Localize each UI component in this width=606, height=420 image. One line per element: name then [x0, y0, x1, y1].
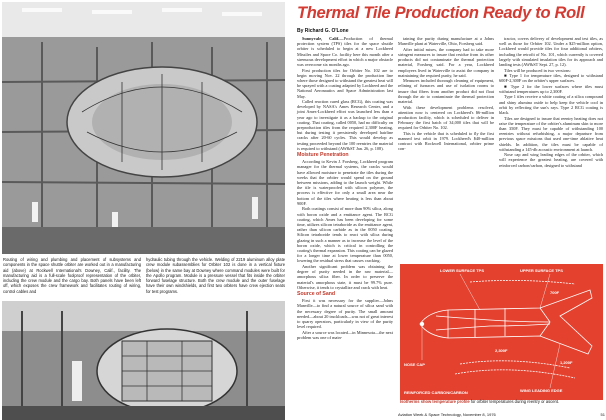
article-column-1: [297, 36, 393, 340]
article-column-2: [398, 36, 494, 152]
publication-line: Aviation Week & Space Technology, November 8, 1976: [398, 412, 496, 417]
diagram-label: LOWER SURFACE TPS: [440, 268, 485, 273]
diagram-label: 700F: [550, 290, 560, 295]
paragraph: Both coatings consist of more than 90% silica, along with boron oxide and a emittance agent. The RCG coating, which Ames has been developing for some time, utilizes silicon tetraboride as the emittance agent, rather than silicon carbide as in the 0050 coating. Silicon tetraboride tends to react with silica during glazing in such a manner as to increase the level of the boron oxide, which is critical in controlling the coating's thermal expansion. This coating can be glazed for a longer time at lower temperature than 0050, lowering the residual stress that causes cracking.: [297, 206, 393, 264]
paragraph: Another significant problem was obtaining the degree of purity needed in the raw material—amorphous silica fiber. In order to preserve the material's amorphous state, it must be 99.7% pure. Otherwise, it tends to crystallize and crack with heat.: [297, 263, 393, 290]
paragraph: First it was necessary for the supplier—Johns Manville—to find a natural source of silica sand with the necessary degree of purity. The small amount needed—about 20 truckloads—was not of great interest to quarry operators, particularly in view of the purity level required.: [297, 298, 393, 330]
isotherm-diagram: [400, 264, 603, 400]
paragraph: According to Kevin J. Forsberg, Lockheed program manager for the thermal systems, the cracks would have allowed moisture to penetrate the tiles during the weeks that the orbiter would spend on the ground between missions, adding to the launch weight. While the tile is waterproofed with silicon polymer, the process is effective for only a small area near the bottom of the tiles where heating is less than about 900F.: [297, 159, 393, 206]
paragraph: With these development problems resolved, attention now is centered on Lockheed's $6-million production facility, which is scheduled to deliver in February the first batch of 34,000 tiles that will be required for Orbiter No. 102.: [398, 104, 494, 131]
diagram-label: 2,300F: [495, 348, 508, 353]
paragraph: ■ Type 2 for the lower surfaces where tiles must withstand temperatures up to 2,300F.: [499, 83, 603, 94]
diagram-label: 1,200F: [560, 360, 573, 365]
paragraph: ■ Type 1 for temperature tiles, designed to withstand 600F-2,300F on the orbiter's upper surfaces.: [499, 73, 603, 84]
article-headline: Thermal Tile Production Ready to Roll: [297, 4, 585, 22]
paragraph: Sunnyvale, Calif.—Production of thermal protection system (TPS) tiles for the space shuttle orbiter is scheduled to begin at a new Lockheed Missiles and Space Co. facility here this month after a strenuous development effort in which a major obstacle was overcome six months ago.: [297, 36, 393, 68]
orbiter-isotherm-drawing: [400, 264, 603, 400]
paragraph: Measures included thorough cleaning of equipment, relining of furnaces and use of isolation rooms to insure that fibers from another product did not float through the air to contaminate the thermal protection material.: [398, 78, 494, 105]
paragraph: After a source was located—in Minnesota—the next problem was one of main-: [297, 329, 393, 340]
section-heading: Source of Sand: [297, 290, 336, 297]
paragraph: tractor, covers delivery of development and test tiles, as well as those for Orbiter 102. Under a $25-million option, Lockheed would provide tiles for four additional orbiters, including the retrofit of No. 101, which currently is covered largely with simulated insulation tiles for its approach and landing tests (AW&ST Sept. 27, p. 12).: [499, 36, 603, 68]
paragraph: Type 1 tiles receive a white coating of a silica compound and shiny alumina oxide to help keep the vehicle cool in orbit by reflecting the sun's rays. Type 2 RCG coating is black.: [499, 94, 603, 116]
paragraph: Tiles are designed to insure that reentry heating does not raise the temperature of the orbiter's aluminum skin to more than 350F. They must be capable of withstanding 100 reentries without refurbishing, a major departure from previous space missions that used one-time ablative heat shields. In addition, the tiles must be capable of withstanding a 145-db acoustic environment at launch.: [499, 115, 603, 152]
paragraph: Tiles will be produced in two versions:: [504, 67, 571, 73]
diagram-caption: Isotherms show temperature profile for orbiter temperatures during reentry or ascent.: [400, 399, 560, 404]
paragraph: After initial mixes, the company had to take more stringent measures to insure that residue from its other products did not contaminate the thermal protection material, Forsberg said. For a year, Lockheed employees lived in Waterville to assist the company in maintaining the required purity, he said.: [398, 46, 494, 78]
paragraph: Called reaction cured glass (RCG), this coating was developed by NASA's Ames Research Center, and a joint Ames-Lockheed effort was launched less than a year ago to investigate it as a backup to the original coating. That coating, called 0050, had no difficulty on preproduction tiles from the required 2,300F heating, but during testing it persistently developed hairline cracks after 20-60 cycles. This would develop as testing proceeded beyond the 100 reentries the material is required to withstand (AW&ST Jan. 26, p. 108).: [297, 99, 393, 151]
photo-caption-left: Routing of wiring and plumbing and placement of subsystems and components in the space shuttle orbiter are worked out in a manufacturing aid (above) at Rockwell International's Downey, Calif., facility. The manufacturing aid is a full-scale foolproof representation of the orbiter, including the crew module and the cargo bay. Both panels have been left off, which exposes the crew framework and facilitates routing of wiring, control cables and: [3, 257, 141, 294]
diagram-label: NOSE CAP: [404, 362, 425, 367]
photo-caption-right: hydraulic tubing through the vehicle. Welding of 2219 aluminum alloy plate crew module subassemblies for Orbiter 102 is done in a vertical fixture (below) in the same bay at Downey where command modules were built for the Apollo program. Module is a pressure vessel that fits inside the orbiter forward fuselage structure. Both the crew module and the outer fuselage have their own windshields, and first two orbiters have crew ejection seats for test programs.: [146, 257, 285, 294]
paragraph: First production tiles for Orbiter No. 102 are to begin moving Nov. 22 through the production line where those designed to withstand the greatest heat will be sprayed with a coating adapted by Lockheed and the National Aeronautics and Space Administration last May.: [297, 67, 393, 99]
diagram-label: UPPER SURFACE TPS: [520, 268, 563, 273]
nose-cap-marker: [420, 322, 424, 326]
page-footer: [398, 412, 605, 417]
section-heading: Moisture Penetration: [297, 152, 349, 159]
paragraph: Nose cap and wing leading edges of the orbiter, which will experience the greatest heating, are covered with reinforced carbon/carbon, designed to withstand: [499, 152, 603, 168]
manufacturing-aid-photo: [2, 2, 285, 254]
article-column-3: [499, 36, 603, 168]
paragraph: taining the purity during manufacture at a Johns Manville plant at Waterville, Ohio, Forsberg said.: [398, 36, 494, 47]
diagram-label: REINFORCED CARBON/CARBON: [404, 390, 468, 395]
page-number: 51: [600, 412, 605, 417]
paragraph: This is the vehicle that is scheduled to fly the first manned test orbit in 1979. Lockheed's $40-million contract with Rockwell International, orbiter prime con-: [398, 130, 494, 152]
article-byline: By Richard G. O'Lone: [297, 28, 349, 34]
welding-fixture-illustration: [2, 301, 285, 420]
crew-module-welding-photo: [2, 301, 285, 420]
manufacturing-aid-illustration: [2, 2, 285, 254]
diagram-label: WING LEADING EDGE: [520, 388, 563, 393]
